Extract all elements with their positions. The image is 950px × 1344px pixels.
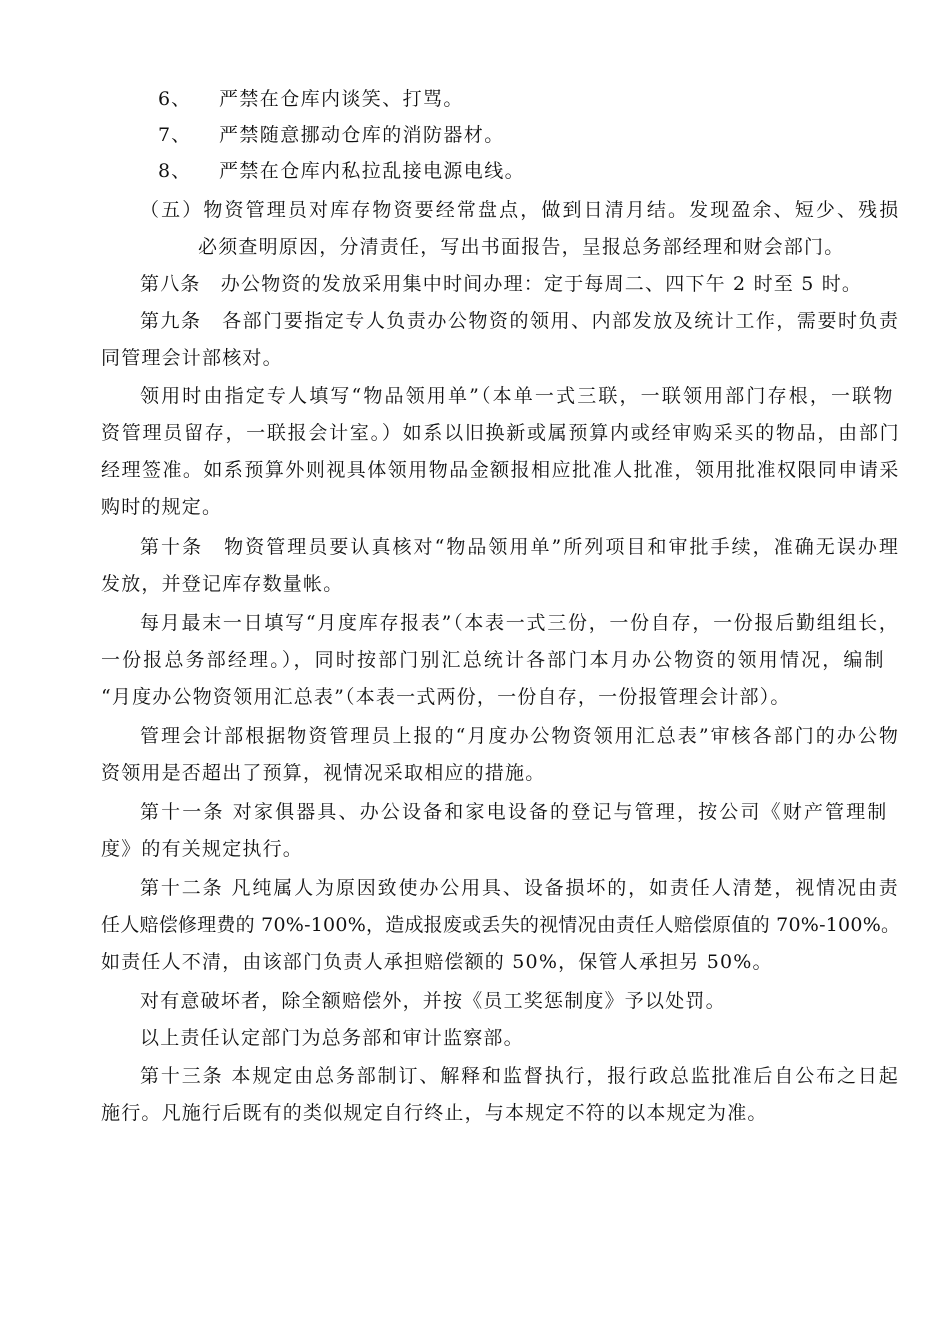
item-five-line: （五）物资管理员对库存物资要经常盘点，做到日清月结。发现盈余、短少、残损: [140, 199, 901, 221]
article-nine-line: 第九条 各部门要指定专人负责办公物资的领用、内部发放及统计工作，需要时负责: [140, 310, 900, 332]
list-item-text: 严禁随意挪动仓库的消防器材。: [219, 124, 505, 146]
paragraph-line: 以上责任认定部门为总务部和审计监察部。: [140, 1027, 524, 1049]
list-item-number: 8、: [158, 160, 192, 182]
paragraph-line: 对有意破坏者，除全额赔偿外，并按《员工奖惩制度》予以处罚。: [140, 990, 726, 1012]
paragraph-line: 一份报总务部经理。），同时按部门别汇总统计各部门本月办公物资的领用情况，编制: [101, 649, 886, 671]
article-ten-line: 第十条 物资管理员要认真核对“物品领用单”所列项目和审批手续，准确无误办理: [140, 536, 900, 558]
paragraph-line: 资领用是否超出了预算，视情况采取相应的措施。: [101, 762, 546, 784]
paragraph-line: 领用时由指定专人填写“物品领用单”（本单一式三联，一联领用部门存根，一联物: [140, 385, 895, 407]
article-eleven-line: 第十一条 对家俱器具、办公设备和家电设备的登记与管理，按公司《财产管理制: [140, 801, 889, 823]
article-thirteen-line: 施行。凡施行后既有的类似规定自行终止，与本规定不符的以本规定为准。: [101, 1102, 768, 1124]
paragraph-line: 管理会计部根据物资管理员上报的“月度办公物资领用汇总表”审核各部门的办公物: [140, 725, 900, 747]
list-item-text: 严禁在仓库内私拉乱接电源电线。: [219, 160, 526, 182]
list-item-text: 严禁在仓库内谈笑、打骂。: [219, 88, 464, 110]
article-twelve-line: 第十二条 凡纯属人为原因致使办公用具、设备损坏的，如责任人清楚，视情况由责: [140, 877, 900, 899]
paragraph-line: 购时的规定。: [101, 496, 223, 518]
article-eight: 第八条 办公物资的发放采用集中时间办理：定于每周二、四下午 2 时至 5 时。: [140, 273, 863, 295]
paragraph-line: 经理签准。如系预算外则视具体领用物品金额报相应批准人批准，领用批准权限同申请采: [101, 459, 900, 481]
article-twelve-line: 如责任人不清，由该部门负责人承担赔偿额的 50%，保管人承担另 50%。: [101, 951, 773, 973]
item-five-line: 必须查明原因，分清责任，写出书面报告，呈报总务部经理和财会部门。: [198, 236, 845, 258]
paragraph-line: 每月最末一日填写“月度库存报表”（本表一式三份，一份自存，一份报后勤组组长，: [140, 612, 900, 634]
article-thirteen-line: 第十三条 本规定由总务部制订、解释和监督执行，报行政总监批准后自公布之日起: [140, 1065, 900, 1087]
paragraph-line: 资管理员留存，一联报会计室。）如系以旧换新或属预算内或经审购采买的物品，由部门: [101, 422, 901, 444]
article-eleven-line: 度》的有关规定执行。: [101, 838, 304, 860]
article-nine-line: 同管理会计部核对。: [101, 347, 283, 369]
article-twelve-line: 任人赔偿修理费的 70%-100%，造成报废或丢失的视情况由责任人赔偿原值的 70%-100%。: [101, 914, 901, 936]
list-item-number: 7、: [158, 124, 192, 146]
list-item-number: 6、: [158, 88, 192, 110]
paragraph-line: “月度办公物资领用汇总表”（本表一式两份，一份自存，一份报管理会计部）。: [101, 686, 791, 708]
article-ten-line: 发放，并登记库存数量帐。: [101, 573, 344, 595]
